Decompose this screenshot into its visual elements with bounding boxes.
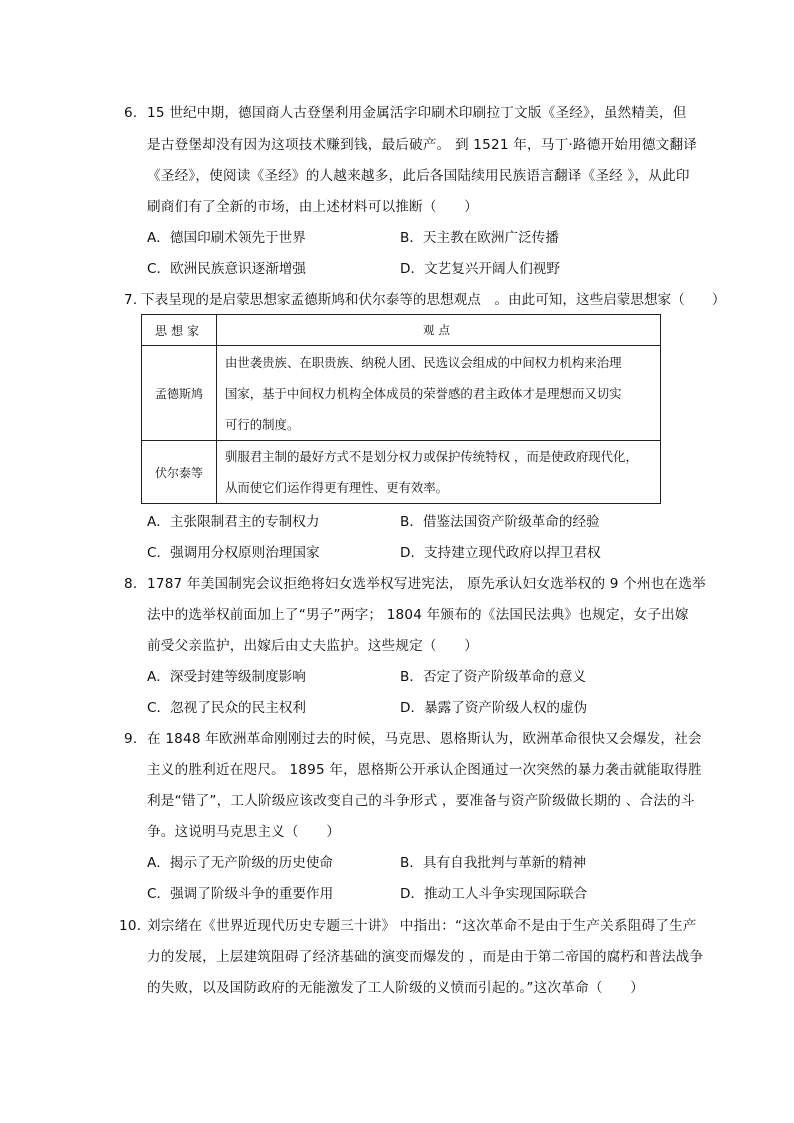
option-c[interactable]: C．强调了阶级斗争的重要作用 <box>147 886 334 902</box>
option-a[interactable]: A．深受封建等级制度影响 <box>147 669 306 685</box>
thinker-view <box>217 441 661 504</box>
option-c[interactable]: C．忽视了民众的民主权利 <box>147 700 307 716</box>
question-number: 7． <box>124 292 147 308</box>
question-text-line: 是古登堡却没有因为这项技术赚到钱，最后破产。 到 1521 年，马丁·路德开始用德文翻译 <box>147 137 698 153</box>
question-text-line: 主义的胜利近在咫尺。 1895 年，恩格斯公开承认企图通过一次突然的暴力袭击就能取得胜 <box>147 762 702 778</box>
option-b[interactable]: B．天主教在欧洲广泛传播 <box>400 230 559 246</box>
thinkers-table <box>141 314 661 504</box>
question-text-line: 15 世纪中期，德国商人古登堡利用金属活字印刷术印刷拉丁文版《圣经》，虽然精美，但 <box>147 105 687 121</box>
question-text-line: 的失败，以及国防政府的无能激发了工人阶级的义愤而引起的。”这次革命（ ） <box>147 980 645 996</box>
option-b[interactable]: B．借鉴法国资产阶级革命的经验 <box>400 514 600 530</box>
question-text-line: 利是“错了”，工人阶级应该改变自己的斗争形式 ，要准备与资产阶级做长期的 、合法的斗 <box>147 793 695 809</box>
question-text-line: 前受父亲监护，出嫁后由丈夫监护。这些规定（ ） <box>147 638 479 654</box>
option-d[interactable]: D．支持建立现代政府以捍卫君权 <box>400 545 601 561</box>
thinker-name: 孟德斯鸠 <box>142 346 217 441</box>
question-number: 6． <box>124 105 147 121</box>
question-text-line: 在 1848 年欧洲革命刚刚过去的时候，马克思、恩格斯认为，欧洲革命很快又会爆发，社会 <box>147 731 702 747</box>
table-header-row <box>142 315 661 346</box>
question-text-line: 《圣经》，使阅读《圣经》的人越来越多，此后各国陆续用民族语言翻译《圣经 》，从此印 <box>147 168 690 184</box>
view-line: 国家，基于中间权力机构全体成员的荣誉感的君主政体才是理想而又切实 <box>225 385 622 401</box>
view-line: 驯服君主制的最好方式不是划分权力或保护传统特权 ，而是使政府现代化， <box>225 449 638 464</box>
option-b[interactable]: B．具有自我批判与革新的精神 <box>400 855 587 871</box>
thinker-name: 伏尔泰等 <box>142 441 217 504</box>
thinker-view <box>217 346 661 441</box>
option-b[interactable]: B．否定了资产阶级革命的意义 <box>400 669 587 685</box>
view-line: 可行的制度。 <box>225 416 300 432</box>
option-d[interactable]: D．暴露了资产阶级人权的虚伪 <box>400 700 588 716</box>
option-a[interactable]: A．主张限制君主的专制权力 <box>147 514 320 530</box>
view-line: 从而使它们运作得更有理性、更有效率。 <box>225 480 449 495</box>
question-text-line: 力的发展，上层建筑阻碍了经济基础的演变而爆发的 ，而是由于第二帝国的腐朽和普法战争 <box>147 949 704 965</box>
table-row <box>142 346 661 441</box>
question-number: 8． <box>124 576 147 592</box>
question-text-line: 刘宗绪在《世界近现代历史专题三十讲》 中指出：“这次革命不是由于生产关系阻碍了生产 <box>147 918 697 934</box>
question-text-line: 法中的选举权前面加上了“男子”两字； 1804 年颁布的《法国民法典》也规定，女子出嫁 <box>147 607 689 623</box>
table-header: 思想家 <box>142 315 217 346</box>
option-c[interactable]: C．欧洲民族意识逐渐增强 <box>147 261 307 277</box>
option-d[interactable]: D．文艺复兴开阔人们视野 <box>400 261 560 277</box>
option-d[interactable]: D．推动工人斗争实现国际联合 <box>400 886 588 902</box>
question-number: 10． <box>119 918 151 934</box>
table-header: 观点 <box>217 315 661 346</box>
option-a[interactable]: A．揭示了无产阶级的历史使命 <box>147 855 334 871</box>
view-line: 由世袭贵族、在职贵族、纳税人团、民选议会组成的中间权力机构来治理 <box>225 354 622 370</box>
question-text-line: 刷商们有了全新的市场，由上述材料可以推断（ ） <box>147 199 479 215</box>
question-text-line: 争。这说明马克思主义（ ） <box>147 824 341 840</box>
question-text-line: 下表呈现的是启蒙思想家孟德斯鸠和伏尔泰等的思想观点 。由此可知，这些启蒙思想家（ ） <box>141 292 726 308</box>
option-a[interactable]: A．德国印刷术领先于世界 <box>147 230 306 246</box>
question-text-line: 1787 年美国制宪会议拒绝将妇女选举权写进宪法， 原先承认妇女选举权的 9 个州也在选举 <box>147 576 706 592</box>
question-number: 9． <box>124 731 147 747</box>
option-c[interactable]: C．强调用分权原则治理国家 <box>147 545 320 561</box>
table-row <box>142 441 661 504</box>
